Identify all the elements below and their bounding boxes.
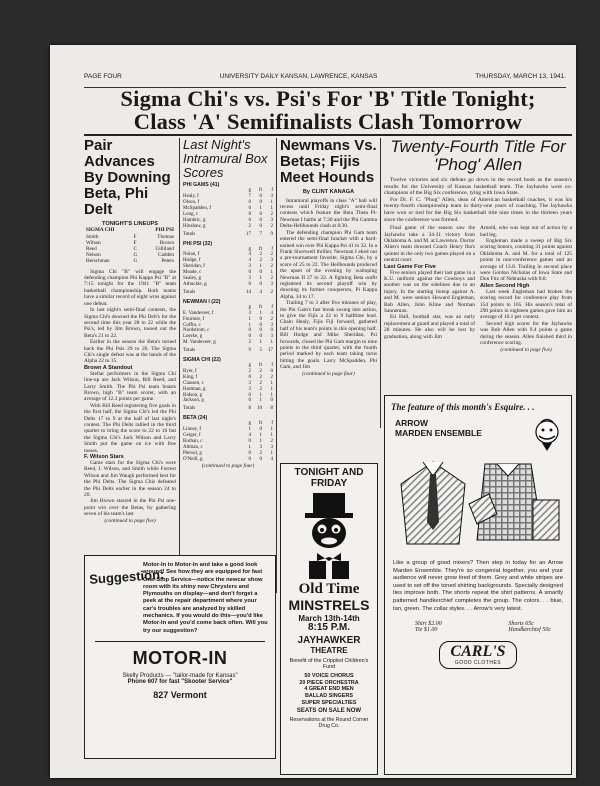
player-row: Hodge, f 4 2 3	[183, 258, 273, 264]
team-heading: SIGMA CHI (22)	[183, 357, 221, 364]
price-handkerchief: Handkerchief 50c	[508, 627, 551, 634]
carls-logo: CARL'S GOOD CLOTHES	[439, 641, 516, 669]
minstrels-features: 50 VOICE CHORUS 20 PIECE ORCHESTRA 4 GREAT END MEN BALLAD SINGERS SUPER SPECIALTIES	[299, 673, 359, 706]
box-score-table: g ft f E. Vandeveer, f 3 1 4 Fournier, f 1 0 2 Coffin, c 1 0 3 Nordstrom, c 0 0 0 Loerke, g 0 0 3 M. Vandeveer, g 2 1 1 Totals 9 5 17	[183, 304, 273, 354]
motor-in-brand: MOTOR-IN	[132, 647, 228, 668]
minstrel-figure-illustration	[299, 491, 359, 579]
player-row: Nolan, f 4 2 2	[183, 252, 273, 258]
minstrels-title-2: MINSTRELS	[288, 597, 370, 614]
esquire-tagline: The feature of this month's Esquire. . .	[391, 402, 535, 412]
player-row: Healy, f 7 0 3	[183, 194, 273, 200]
minstrels-price: SEATS ON SALE NOW	[296, 708, 362, 715]
box-score-games	[183, 182, 273, 462]
totals-row: Totals 14 4 2	[183, 289, 273, 295]
totals-row: Totals 17 7 9	[183, 231, 273, 237]
story-headline: Newmans Vs. Betas; Fijis Meet Hounds	[280, 137, 377, 186]
issue-date: THURSDAY, MARCH 13, 1941.	[475, 73, 566, 80]
paragraph: Arnold, who was kept out of action by a bad leg.	[480, 225, 572, 238]
player-row: Arbuckle, g 0 0 3	[183, 281, 273, 287]
price-tie: Tie $1.00	[415, 627, 438, 634]
player-row: Fournier, f 1 0 2	[183, 316, 273, 322]
byline: By CLINT KANAGA	[302, 188, 355, 195]
player-row: Piersol, g 0 2 1	[183, 450, 273, 456]
motor-in-ad	[84, 555, 276, 759]
minstrels-ad	[280, 463, 378, 775]
story-headline: Pair Advances By Downing Beta, Phi Delt	[84, 137, 171, 218]
esquire-title: ARROW MARDEN ENSEMBLE	[395, 418, 482, 438]
subhead: F. Wilson Stars	[84, 454, 124, 461]
player-row: Sealey, g 3 1 2	[183, 276, 273, 282]
player-row: Burhan, c 0 1 2	[183, 439, 273, 445]
newspaper-page	[50, 45, 576, 778]
column-rule	[276, 138, 277, 593]
banner-headline	[84, 87, 572, 133]
paragraph: The defending champion Phi Gam team entered the semi-final bracket with a hard-earned win over Phi Kappa Psi 41 to 32. In a Frank Shortwell thriller, Newman I eked out a pre-tournament favorite, Sigma Chi, by a score of 25 to 22. The Hellhounds produced the upset of the evening by walloping Newman II 27 to 22. A fighting Beta outfit registered its second playoff win by downing its former conquerors, Pi Kappa Alpha, 34 to 17.	[280, 229, 377, 300]
paragraph: Five seniors played their last game in a K.U. uniform against the Cowboys and another was on the sidelines due to an injury. In the starting lineup against A. and M. were seniors Howard Engleman, Bob Allen, John Kline and Norman Sanneman.	[384, 269, 475, 315]
team-heading: BETA (24)	[183, 415, 208, 422]
lineups-title: TONIGHT'S LINEUPS	[102, 221, 158, 228]
banner-rule	[84, 134, 572, 136]
lineups-table	[84, 227, 176, 264]
minstrels-venue-2: THEATRE	[310, 645, 348, 655]
lineup-row: Smith F Thomas	[86, 233, 174, 240]
paragraph: For Dr. F. C. "Phog" Allen, dean of American basketball coaches, it was his twenty-fourth championship team in thirty-one years of coaching. The Jayhawks have won or tied for the Big Six basketball title nine times in the thirteen years since the conference was formed.	[384, 196, 572, 223]
player-row: Geiger, f 4 1 1	[183, 433, 273, 439]
subhead: Allen Second High	[480, 282, 530, 289]
continued-note: (continued to page five)	[500, 346, 552, 353]
totals-row: Totals 8 10 8	[183, 406, 273, 412]
lineup-header-left: SIGMA CHI	[86, 227, 115, 234]
paragraph: Twelve victories and six defeats go down in the record book as the season's results for the University of Kansas basketball team. The Jayhawks were co-champions of the Big Six conference, tying with Iowa State.	[384, 177, 572, 197]
player-row: Clausen, c 3 2 1	[183, 380, 273, 386]
paragraph: Earlier in the season the Beta's turned back the Phi Psis 29 to 26. The Sigma Chi's single defeat was at the hands of the Alpha 22 to 15.	[84, 339, 176, 365]
paragraph: Second high scorer for the Jayhawks was Bob Allen with 9.4 points a game during the season. Allen finished third in conference scoring.	[480, 320, 572, 347]
paragraph: Ed Hall, football star, was an early replacement at guard and played a total of 28 minutes. He also will be lost by graduation, along with Jim	[384, 314, 475, 340]
player-row: Hambric, g 0 0 3	[183, 217, 273, 223]
lineup-row: Nelson G Cadden	[86, 252, 174, 259]
player-row: Coffin, c 1 0 3	[183, 322, 273, 328]
story-phog-allen	[384, 138, 572, 353]
team-heading: PHI PSI (32)	[183, 240, 213, 247]
story-headline: Twenty-Fourth Title For 'Phog' Allen	[390, 137, 566, 175]
player-row: M. Vandeveer, g 2 1 1	[183, 340, 273, 346]
lineup-row: Wilson F Brown	[86, 239, 174, 246]
story-column-left	[384, 225, 475, 353]
lineup-row: Reed C Gilliland	[86, 246, 174, 253]
player-row: King, f 0 2 2	[183, 374, 273, 380]
player-row: Olson, f 0 0 1	[183, 200, 273, 206]
paragraph: Intramural playoffs in class "A" ball will recess until Friday night's semi-final contests which feature the Beta Theta Pi-Newman I battle at 7:30 and the Phi Gamma Delta-Hellhounds clash at 8:30.	[280, 197, 377, 230]
banner-line-1: Sigma Chi's vs. Psi's For 'B' Title Tonight;	[120, 86, 536, 111]
player-row: Hinshaw, g 2 0 2	[183, 223, 273, 229]
team-heading: PHI GAMS (41)	[183, 182, 220, 189]
column-rule	[380, 138, 381, 428]
player-row: E. Vandeveer, f 3 1 4	[183, 310, 273, 316]
player-row: Byer, f 2 2 0	[183, 368, 273, 374]
column-rule	[179, 138, 180, 593]
player-row: Loerke, g 0 0 3	[183, 334, 273, 340]
newspaper-name: UNIVERSITY DAILY KANSAN, LAWRENCE, KANSAS	[219, 73, 378, 80]
box-score-table: g ft f Byer, f 2 2 0 King, f 0 2 2 Clausen, c 3 2 1 Hartman, g 3 2 1 Ridson, g 0 1 1 Jackson, g 0 1 0 Totals 8 10 8	[183, 363, 273, 412]
continued-note: (continued to page four)	[201, 462, 255, 469]
lineup-row: Herschman G Peters	[86, 258, 174, 265]
minstrels-benefit: Benefit of the Crippled Children's Fund	[289, 658, 369, 671]
minstrels-reservations: Reservations at the Round Corner Drug Co.	[289, 717, 369, 730]
paragraph: Trailing 7 to 3 after five minutes of play, the Phi Gam's fast break swung into action, to give the Fijis a 22 to 9 halftime lead. Chain Healy, Fijis Fiji forward, gathered half of his team's points in this opening half. Bill Hodge and Mike Sheridan, Psi forwards, closed the Phi Gam margin to nine points in the third quarter, with the fourth period marked by each team taking turns hitting the goals. Larry McSpadden, Phi Gam, and Jim	[280, 300, 377, 371]
paragraph: In last night's semi-final contests, the Sigma Chi's downed the Phi Delt's for the second time this year 28 to 22 while the Psi's, led by Jim Brown, tossed out the Beta's 21 to 22.	[84, 307, 176, 339]
esquire-mascot-illustration	[533, 418, 561, 452]
price-shorts: Shorts 65c	[508, 621, 534, 628]
continued-note: (continued to page five)	[104, 517, 156, 524]
shirt-ensemble-illustration	[393, 444, 563, 554]
paragraph: With Bill Reed registering five goals in the first half, the Sigma Chi's led the Phi Delts 17 to 9 at the half of last night's contest. The Phi Delts rallied in the third quarter to bring the score to 22 to 16 but the Sigma Chi's Jack Wilson and Larry Smith put the game on ice with free tosses.	[84, 402, 176, 454]
lineup-header-right: PHI PSI	[155, 227, 174, 234]
motor-in-suggestion-title: Suggestion:	[88, 566, 165, 587]
paragraph: Last week Engleman had broken the scoring record for conference play from 154 points to 165. His season's total of 290 points in eighteen games gave him an average of 16.1 per contest.	[480, 288, 572, 321]
motor-in-tagline: Skelly Products — "tailor-made for Kansas"	[122, 672, 238, 679]
paragraph: Stellar performers in the Sigma Chi line-up are Jack Wilson, Bill Reed, and Larry Smith. The Phi Psi team boasts Brown, high "B" team scorer, with an average of 12.3 points per game.	[84, 370, 176, 403]
page-number: PAGE FOUR	[84, 73, 122, 80]
paragraph: Jim Brown starred in the Phi Psi one-point win over the Betas, by gathering seven of his team's last	[84, 498, 176, 518]
story-column-right	[480, 225, 572, 353]
player-row: Linney, f 1 0 1	[183, 427, 273, 433]
player-row: Sheridan, f 3 1 2	[183, 264, 273, 270]
motor-in-address: 827 Vermont	[153, 689, 207, 700]
player-row: Nordstrom, c 0 0 0	[183, 328, 273, 334]
player-row: Hartman, g 3 2 1	[183, 386, 273, 392]
paragraph: Game stars for the Sigma Chi's were Reed, J. Wilson, and Smith while Forrest Wilson and Jim Waugh performed best for the Phi Delts. The Sigma Chis defeated the Phi Delts earlier in the season 24 to 20.	[84, 460, 176, 499]
player-row: Altman, c 1 3 3	[183, 444, 273, 450]
motor-in-phone: Phone 607 for fast "Skooter Service"	[127, 678, 233, 685]
box-score-table: g ft f Linney, f 1 0 1 Geiger, f 4 1 1 Burhan, c 0 1 2 Altman, c 1 3 3 Piersol, g 0 2 1 O'Neill, g 0 0 4	[183, 421, 273, 462]
team-heading: NEWMAN I (22)	[183, 298, 221, 305]
subhead: Last Game For Five	[384, 263, 436, 270]
paragraph: Sigma Chi "B" will engage the defending champion Phi Kappa Psi "B" at 7:15 tonight for the 1941 "B" team basketball championship. Both teams have a similar record of eight wins against one defeat.	[84, 268, 176, 307]
motor-in-body: Motor-In to Motor-In and take a good look around! See how they are equipped for fast One-Stop Service—notice the newcar show room with its shiny new Chryslers and Plymouths on display—and don't forget a peek at the repair department where your car's troubles are analyzed by skilled mechanics. If you would do this—you'd like Motor-In and you'd come back often. Will you try our suggestion?	[143, 562, 268, 634]
minstrels-venue-1: JAYHAWKER	[297, 635, 361, 647]
arrow-esquire-ad	[384, 395, 572, 775]
box-scores	[183, 138, 273, 469]
minstrels-dates: March 13th-14th	[298, 614, 360, 624]
player-row: Ridson, g 0 1 1	[183, 392, 273, 398]
banner-line-2: Class 'A' Semifinalists Clash Tomorrow	[133, 109, 523, 134]
box-score-table: g ft f Healy, f 7 0 3 Olson, f 0 0 1 McSpadden, f 6 1 1 Long, c 0 0 2 Hambric, g 0 0 3 Hinshaw, g 2 0 2 Totals 17 7 9	[183, 188, 273, 237]
story-newmans-vs-betas	[280, 138, 377, 377]
player-row: Jackson, g 0 1 0	[183, 398, 273, 404]
player-row: Meade, c 0 0 1	[183, 270, 273, 276]
continued-note: (continued to page four)	[302, 370, 355, 377]
price-shirt: Shirt $2.00	[415, 621, 442, 628]
box-score-table: g ft f Nolan, f 4 2 2 Hodge, f 4 2 3 Sheridan, f 3 1 2 Meade, c 0 0 1 Sealey, g 3 1 2 Arbuckle, g 0 0 3 Totals 14 4 2	[183, 246, 273, 295]
box-scores-title: Last Night's Intramural Box Scores	[183, 137, 268, 180]
player-row: O'Neill, g 0 0 4	[183, 456, 273, 462]
subhead: Brown A Standout	[84, 364, 133, 371]
esquire-body: Like a group of good mixers? Then step in today for an Arrow Marden Ensemble. They're so congenial together, you and your audience will never grow tired of them. Grey and white stripes are used to set off the toned shirting backgrounds. Specially designed ties improve both. The shorts repeat the shirt patterns. A smartly patterned handkerchief completes the group. The colors. . . blue, tan, green. The collar styles. . . Arrow's very latest.	[393, 560, 563, 612]
paragraph: Engleman made a sweep of Big Six scoring honors, counting 31 points against Oklahoma A. and M. for a total of 125 points in non-conference games and an average of 13.8. Trailing in second place were Gordon Nicholas of Iowa State and Don Fitz of Nebraska with 8.8.	[480, 238, 572, 283]
minstrels-top: TONIGHT AND FRIDAY	[294, 467, 364, 489]
story-pair-advances	[84, 138, 176, 524]
player-row: Long, c 0 0 2	[183, 211, 273, 217]
player-row: McSpadden, f 6 1 1	[183, 206, 273, 212]
totals-row: Totals 9 5 17	[183, 348, 273, 354]
minstrels-title-1: Old Time	[298, 581, 360, 598]
paragraph: Final game of the season saw the Jayhawks take a 34-31 victory from Oklahoma A. and M. at Lawrence. Doctor Allen's team downed Coach Henry Iba's quintet in the only two games played on a neutral court.	[384, 225, 475, 264]
minstrels-time: 8:15 P.M.	[307, 622, 351, 634]
